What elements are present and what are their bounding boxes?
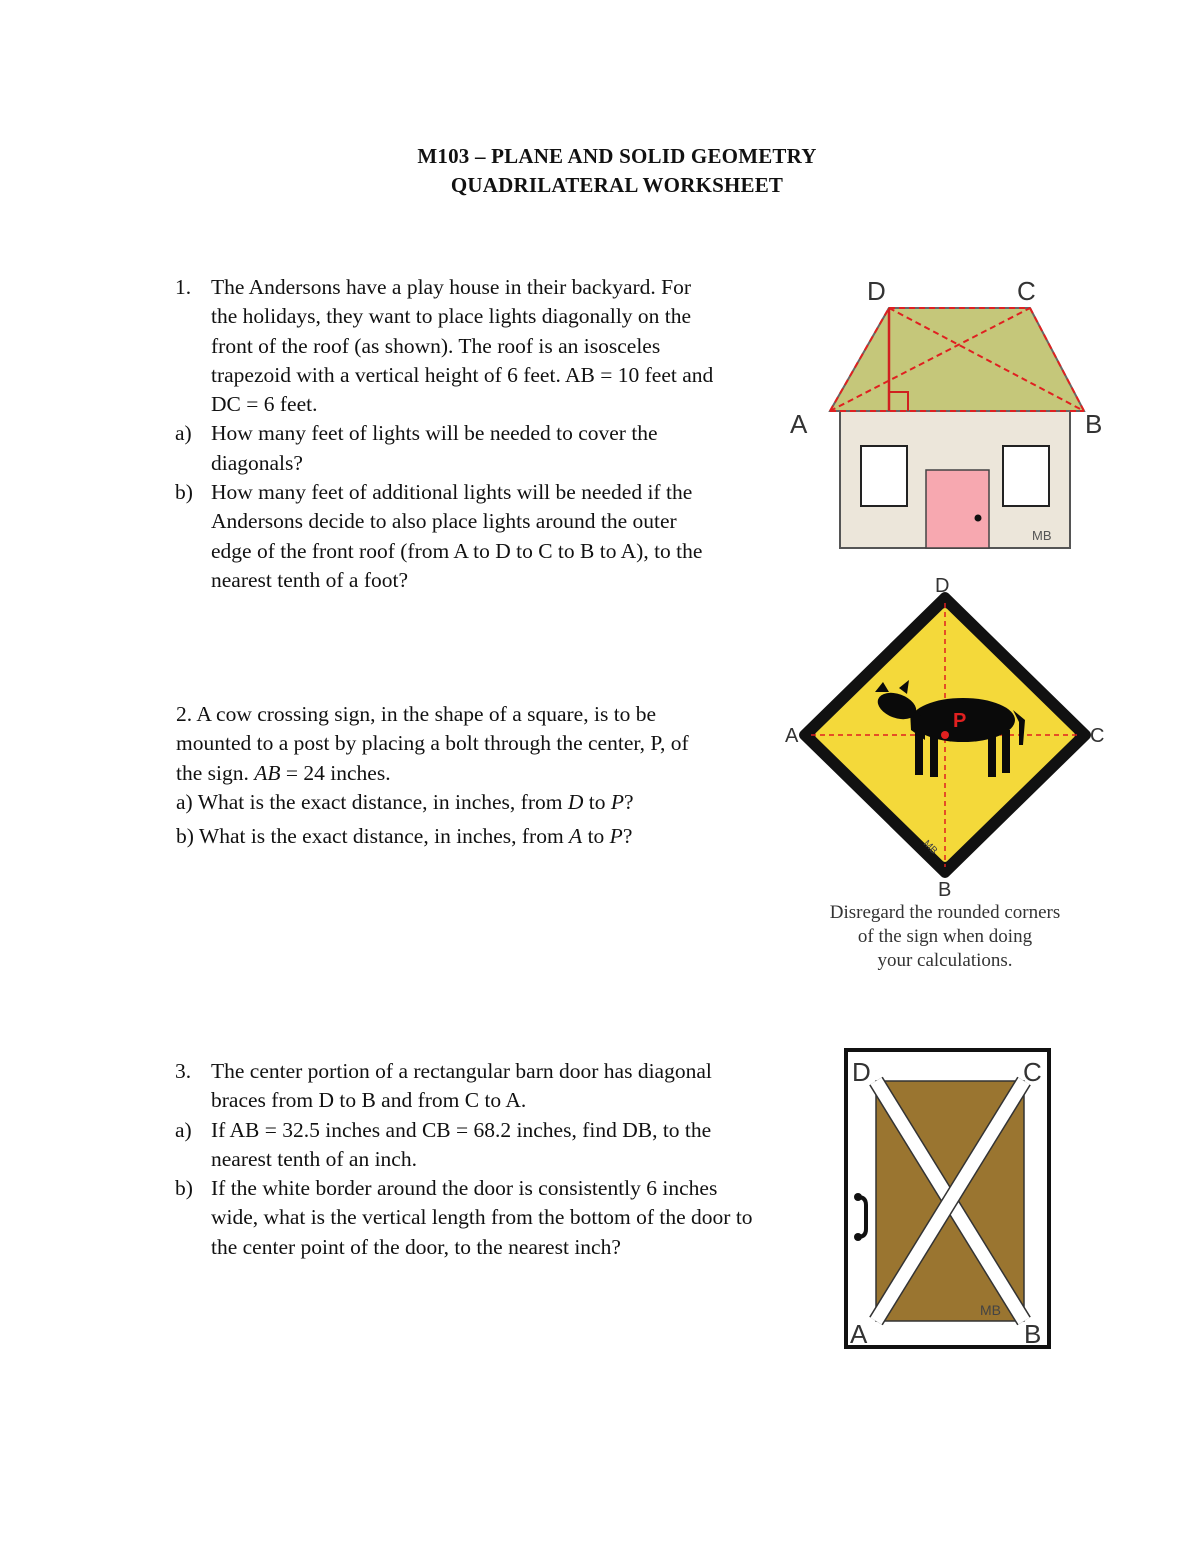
problem-3a-marker: a) — [175, 1117, 192, 1142]
problem-3-line: braces from D to B and from C to A. — [211, 1088, 527, 1113]
problem-1-line: trapezoid with a vertical height of 6 feet. AB = 10 feet and — [211, 362, 714, 387]
cow-sign-figure — [775, 570, 1120, 900]
barn-door-figure — [840, 1045, 1055, 1355]
problem-1a-line: diagonals? — [211, 450, 303, 475]
problem-2b: b) What is the exact distance, in inches, from A to P? — [176, 824, 633, 849]
problem-1b: b) How many feet of additional lights will be needed if the — [211, 478, 713, 507]
door-knob — [975, 515, 982, 522]
problem-1-line: the holidays, they want to place lights diagonally on the — [211, 304, 692, 329]
house-window-right — [1003, 446, 1049, 506]
center-point-p — [941, 731, 949, 739]
problem-2 — [176, 700, 689, 851]
caption-line: of the sign when doing — [857, 926, 1033, 947]
label-c: C — [1090, 725, 1105, 747]
problem-1a: a) How many feet of lights will be needed to cover the — [211, 419, 713, 448]
problem-3b-marker: b) — [175, 1176, 193, 1201]
house-door — [926, 470, 989, 548]
label-a: A — [790, 409, 808, 439]
problem-1-line: 1. The Andersons have a play house in their backyard. For — [211, 273, 713, 302]
house-window-left — [861, 446, 907, 506]
house-figure — [780, 270, 1120, 560]
label-d: D — [935, 575, 950, 597]
label-c: C — [1017, 276, 1036, 306]
label-c: C — [1023, 1057, 1042, 1087]
problem-2-line: mounted to a post by placing a bolt through the center, P, of — [176, 731, 689, 756]
caption-line: your calculations. — [877, 950, 1013, 971]
problem-2a: a) What is the exact distance, in inches, from D to P? — [176, 789, 634, 814]
worksheet-title-course: M103 – PLANE AND SOLID GEOMETRY — [417, 144, 817, 168]
sign-watermark: MB — [920, 838, 940, 857]
problem-3a: a) If AB = 32.5 inches and CB = 68.2 inches, find DB, to the — [211, 1116, 753, 1145]
label-d: D — [852, 1057, 871, 1087]
problem-1 — [175, 273, 714, 595]
label-a: A — [785, 725, 799, 747]
label-b: B — [938, 879, 952, 900]
problem-1b-marker: b) — [175, 480, 193, 505]
problem-1b-line: Andersons decide to also place lights around the outer — [211, 509, 677, 534]
problem-3b-line: the center point of the door, to the nearest inch? — [211, 1234, 621, 1259]
label-b: B — [1085, 409, 1103, 439]
label-p: P — [953, 710, 967, 732]
sign-caption — [800, 901, 1090, 973]
problem-3 — [175, 1057, 753, 1262]
door-watermark: MB — [980, 1302, 1001, 1318]
worksheet-title-topic: QUADRILATERAL WORKSHEET — [450, 173, 784, 197]
problem-1-line: front of the roof (as shown). The roof is an isosceles — [211, 333, 661, 358]
problem-3a-line: nearest tenth of an inch. — [211, 1146, 417, 1171]
label-a: A — [850, 1319, 868, 1349]
problem-2-line: the sign. AB = 24 inches. — [176, 760, 391, 785]
problem-1b-line: nearest tenth of a foot? — [211, 567, 408, 592]
problem-3-line: 3. The center portion of a rectangular barn door has diagonal — [211, 1057, 753, 1086]
problem-1b-line: edge of the front roof (from A to D to C to B to A), to the — [211, 538, 703, 563]
label-d: D — [867, 276, 886, 306]
problem-1a-marker: a) — [175, 421, 192, 446]
roof-trapezoid — [830, 308, 1084, 411]
problem-3b: b) If the white border around the door is consistently 6 inches — [211, 1174, 753, 1203]
problem-3b-line: wide, what is the vertical length from the bottom of the door to — [211, 1205, 753, 1230]
problem-2-line: 2. A cow crossing sign, in the shape of a square, is to be — [176, 702, 657, 726]
house-watermark: MB — [1032, 528, 1052, 543]
caption-line: Disregard the rounded corners — [829, 902, 1061, 923]
problem-1-line: DC = 6 feet. — [211, 392, 318, 417]
problem-3-number: 3. — [175, 1059, 192, 1083]
problem-1-number: 1. — [175, 275, 192, 299]
label-b: B — [1024, 1319, 1042, 1349]
